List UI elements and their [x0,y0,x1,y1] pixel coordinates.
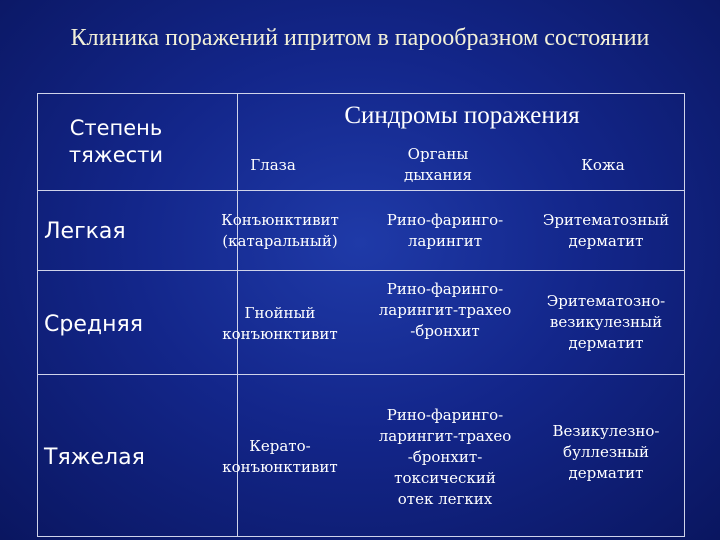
table-cell-skin: Эритематозно- везикулезный дерматит [546,291,666,352]
table-cell-skin: Везикулезно- буллезный дерматит [552,421,660,482]
table-cell-eyes: Керато- конъюнктивит [222,437,338,476]
severity-mild: Легкая [44,218,126,244]
table-cell-respiratory: Рино-фаринго- ларингит-трахео -бронхит [378,279,512,340]
table-cell-eyes: Гнойный конъюнктивит [222,304,338,343]
table-cell-respiratory: Рино-фаринго- ларингит [386,211,504,250]
column-header-respiratory: Органы дыхания [403,145,473,184]
table-cell-eyes: Конъюнктивит (катаральный) [221,211,339,250]
table-divider-header [38,190,684,191]
table-divider-row [38,270,684,271]
severity-table [37,93,685,537]
table-cell-respiratory: Рино-фаринго- ларингит-трахео -бронхит- токсический отек легких [378,405,512,508]
severity-severe: Тяжелая [44,444,145,470]
column-header-skin: Кожа [581,155,625,174]
slide-title: Клиника поражений ипритом в парообразном состоянии [70,25,650,51]
severity-column-header: Степень тяжести [68,116,164,167]
table-divider-row [38,374,684,375]
column-header-eyes: Глаза [250,155,296,174]
severity-moderate: Средняя [44,311,143,337]
table-cell-skin: Эритематозный дерматит [542,211,670,250]
syndromes-header: Синдромы поражения [344,102,580,129]
